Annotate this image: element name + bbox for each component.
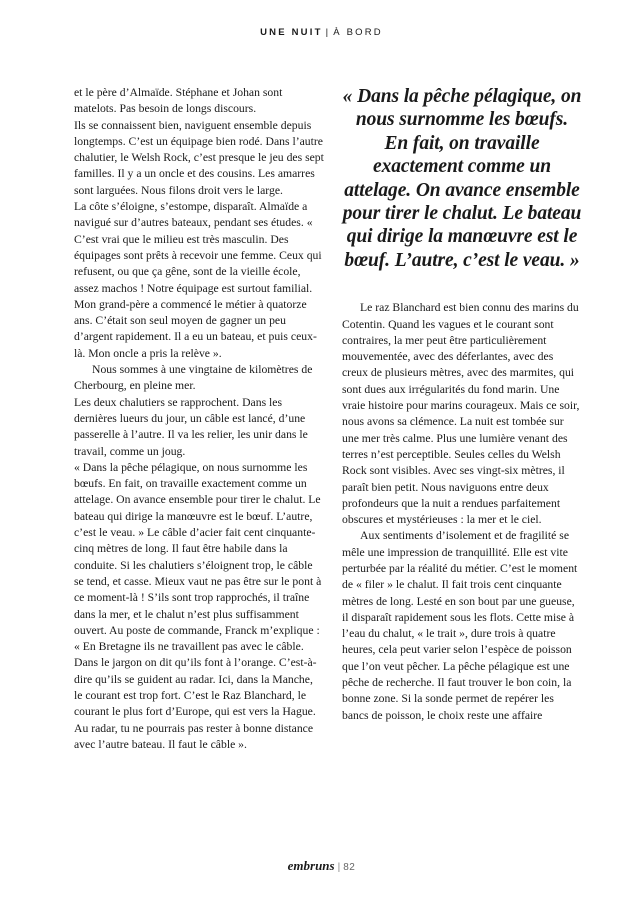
page-number: 82: [343, 862, 356, 873]
header-rubric: UNE NUIT: [260, 27, 323, 38]
body-paragraph: Aux sentiments d’isolement et de fragilité se mêle une impression de tranquillité. Elle est vite perturbée par la réalité du métier. C’est le moment de « filer » le chalut. Il fait trois cent cinquante mètres de long. Lesté en son bout par une gueuse, il disparaît rapidement sous les flots. Cette mise à l’eau du chalut, « le trait », dure trois à quatre heures, cela peut varier selon l’espèce de poisson que l’on veut pêcher. La pêche pélagique est une pêche de recherche. Il faut trouver le bon coin, la bonne zone. Si la sonde permet de repérer les bancs de poisson, le choix reste une affaire: [342, 529, 578, 722]
header-section: À BORD: [333, 27, 383, 38]
running-header: [0, 27, 643, 38]
body-paragraph: Le raz Blanchard est bien connu des marins du Cotentin. Quand les vagues et le courant sont contraires, la mer peut être particulièrement mouvementée, avec des déferlantes, avec des creux de plusieurs mètres, avec des marmites, qui sont dues aux irrégularités du fond marin. Une vraie histoire pour marins courageux. Mais ce soir, nous avons sa clémence. La nuit est tombée sur une mer très calme. Plus une lumière venant des terres n’est perceptible. Seules celles du Welsh Rock sont visibles. Avec ses vingt-six mètres, il paraît bien petit. Nous naviguons entre deux profondeurs que la nuit a rendues parfaitement obscures et mystérieuses : la mer et le ciel.: [342, 301, 580, 527]
right-text-column: [342, 85, 582, 724]
body-paragraph: « Dans la pêche pélagique, on nous surnomme les bœufs. En fait, on travaille exactement comme un attelage. On avance ensemble pour tirer le chalut. Le bateau qui dirige la manœuvre est le bœuf. L’autre, c’est le veau. » Le câble d’acier fait cent cinquante-cinq mètres de long. Il faut être habile dans la conduite. Si les chalutiers s’éloignent trop, le câble se tend, et casse. Mieux vaut ne pas être sur le pont à ce moment-là ! S’ils sont trop rapprochés, il traîne dans la mer, et le chalut n’est plus suffisamment ouvert. Au poste de commande, Franck m’explique : « En Bretagne ils ne travaillent pas avec le câble. Dans le jargon on dit qu’ils font à l’orange. C’est-à-dire qu’ils se guident au radar. Ici, dans la Manche, le courant est trop fort. C’est le Raz Blanchard, le courant le plus fort d’Europe, qui est vers la Hague. Au radar, tu ne pourrais pas rester à bonne distance avec l’autre bateau. Il faut le câble ».: [74, 460, 322, 751]
body-paragraph: Ils se connaissent bien, naviguent ensemble depuis longtemps. C’est un équipage bien rodé. Dans l’autre chalutier, le Welsh Rock, c’est presque le jeu des sept familles. Il y a un oncle et des cousins. Les amarres sont larguées. Nous filons droit vers le large.: [74, 118, 324, 197]
page-footer: [0, 858, 643, 874]
footer-separator: |: [337, 862, 341, 873]
header-separator: |: [325, 27, 331, 38]
left-text-column: [74, 85, 324, 753]
body-paragraph: Les deux chalutiers se rapprochent. Dans les dernières lueurs du jour, un câble est lancé, d’une passerelle à l’autre. Il va les relier, les unir dans le travail, comme un joug.: [74, 395, 308, 458]
pull-quote: « Dans la pêche pélagique, on nous surnomme les bœufs. En fait, on travaille exactement comme un attelage. On avance ensemble pour tirer le chalut. Le bateau qui dirige la manœuvre est le bœuf. L’autre, c’est le veau. »: [342, 86, 582, 271]
body-paragraph: Nous sommes à une vingtaine de kilomètres de Cherbourg, en pleine mer.: [74, 363, 313, 393]
magazine-logo: embruns: [287, 858, 335, 873]
body-paragraph: et le père d’Almaïde. Stéphane et Johan sont matelots. Pas besoin de longs discours.: [74, 86, 283, 116]
body-paragraph: La côte s’éloigne, s’estompe, disparaît. Almaïde a navigué sur d’autres bateaux, pendant ses études. « C’est vrai que le milieu est très masculin. Des équipages sont prêts à recevoir une femme. Ceux qui refusent, ou que ça gêne, sont de la vieille école, assez machos ! Notre équipage est surtout familial. Mon grand-père a commencé le métier à quatorze ans. C’était son seul moyen de gagner un peu d’argent rapidement. Il a eu un bateau, et puis ceux-là. Mon oncle a pris la relève ».: [74, 200, 322, 360]
